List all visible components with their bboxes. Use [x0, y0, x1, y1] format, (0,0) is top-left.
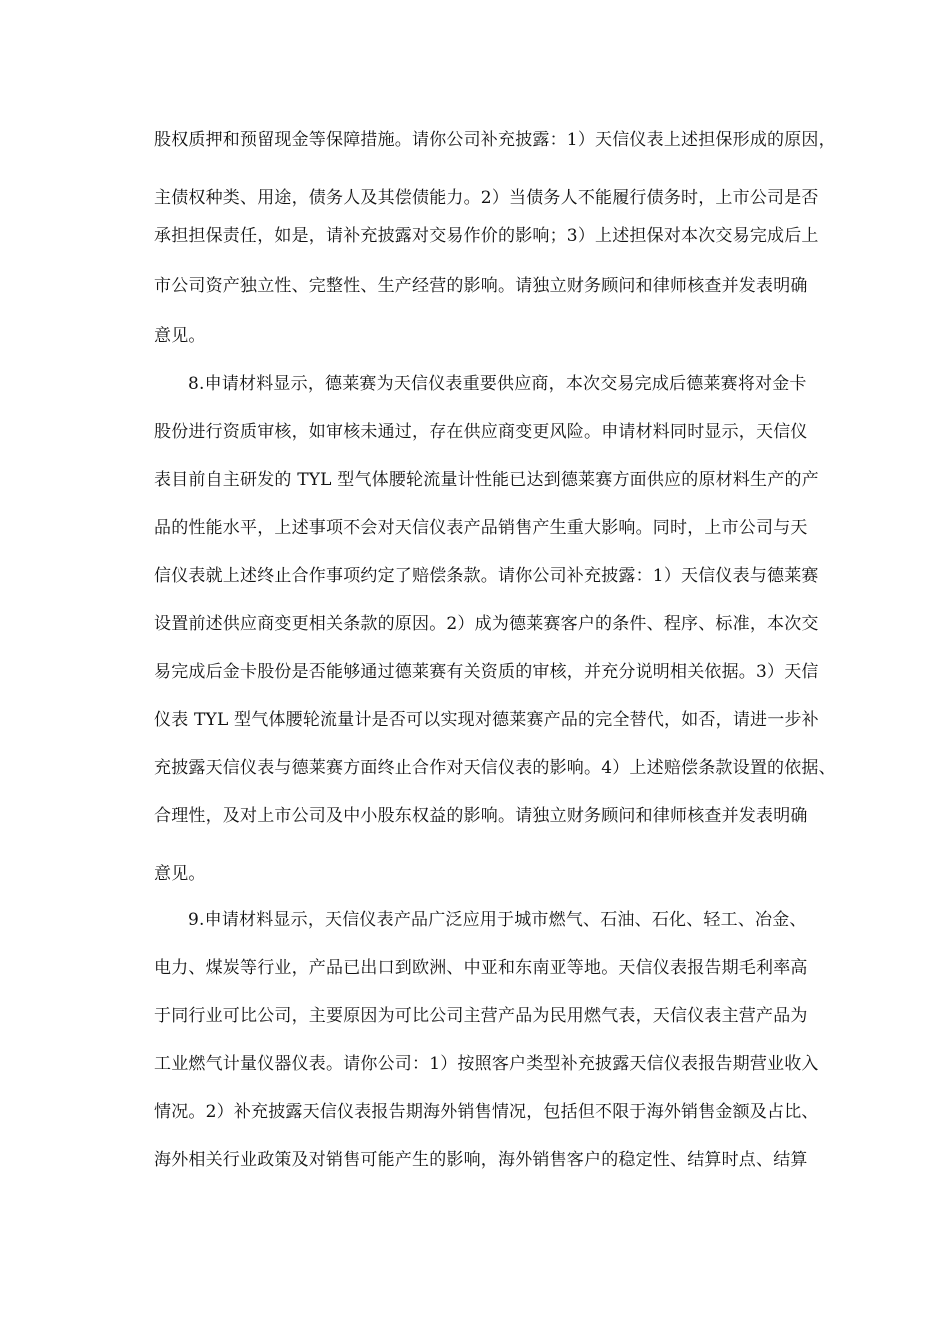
text-line: 信仪表就上述终止合作事项约定了赔偿条款。请你公司补充披露：1）天信仪表与德莱赛 — [154, 566, 819, 586]
text-line: 品的性能水平，上述事项不会对天信仪表产品销售产生重大影响。同时，上市公司与天 — [154, 518, 808, 538]
paragraph-8-start: 8.申请材料显示，德莱赛为天信仪表重要供应商，本次交易完成后德莱赛将对金卡 — [188, 374, 807, 394]
text-line: 承担担保责任，如是，请补充披露对交易作价的影响；3）上述担保对本次交易完成后上 — [154, 226, 819, 246]
text-line: 电力、煤炭等行业，产品已出口到欧洲、中亚和东南亚等地。天信仪表报告期毛利率高 — [154, 958, 808, 978]
text-line: 仪表 TYL 型气体腰轮流量计是否可以实现对德莱赛产品的完全替代，如否，请进一步补 — [154, 710, 819, 730]
text-line: 海外相关行业政策及对销售可能产生的影响，海外销售客户的稳定性、结算时点、结算 — [154, 1150, 808, 1170]
text-line: 情况。2）补充披露天信仪表报告期海外销售情况，包括但不限于海外销售金额及占比、 — [154, 1102, 819, 1122]
text-line: 合理性，及对上市公司及中小股东权益的影响。请独立财务顾问和律师核查并发表明确 — [154, 806, 808, 826]
text-line: 充披露天信仪表与德莱赛方面终止合作对天信仪表的影响。4）上述赔偿条款设置的依据、 — [154, 758, 836, 778]
text-line: 主债权种类、用途，债务人及其偿债能力。2）当债务人不能履行债务时，上市公司是否 — [154, 188, 819, 208]
text-line: 设置前述供应商变更相关条款的原因。2）成为德莱赛客户的条件、程序、标准，本次交 — [154, 614, 819, 634]
text-line: 易完成后金卡股份是否能够通过德莱赛有关资质的审核，并充分说明相关依据。3）天信 — [154, 662, 819, 682]
text-line: 股权质押和预留现金等保障措施。请你公司补充披露：1）天信仪表上述担保形成的原因， — [154, 130, 836, 150]
text-line: 意见。 — [154, 864, 206, 884]
text-line: 市公司资产独立性、完整性、生产经营的影响。请独立财务顾问和律师核查并发表明确 — [154, 276, 808, 296]
paragraph-9-start: 9.申请材料显示，天信仪表产品广泛应用于城市燃气、石油、石化、轻工、冶金、 — [188, 910, 807, 930]
text-line: 工业燃气计量仪器仪表。请你公司：1）按照客户类型补充披露天信仪表报告期营业收入 — [154, 1054, 819, 1074]
text-line: 于同行业可比公司，主要原因为可比公司主营产品为民用燃气表，天信仪表主营产品为 — [154, 1006, 808, 1026]
text-line: 股份进行资质审核，如审核未通过，存在供应商变更风险。申请材料同时显示，天信仪 — [154, 422, 808, 442]
text-line: 意见。 — [154, 326, 206, 346]
text-line: 表目前自主研发的 TYL 型气体腰轮流量计性能已达到德莱赛方面供应的原材料生产的产 — [154, 470, 819, 490]
